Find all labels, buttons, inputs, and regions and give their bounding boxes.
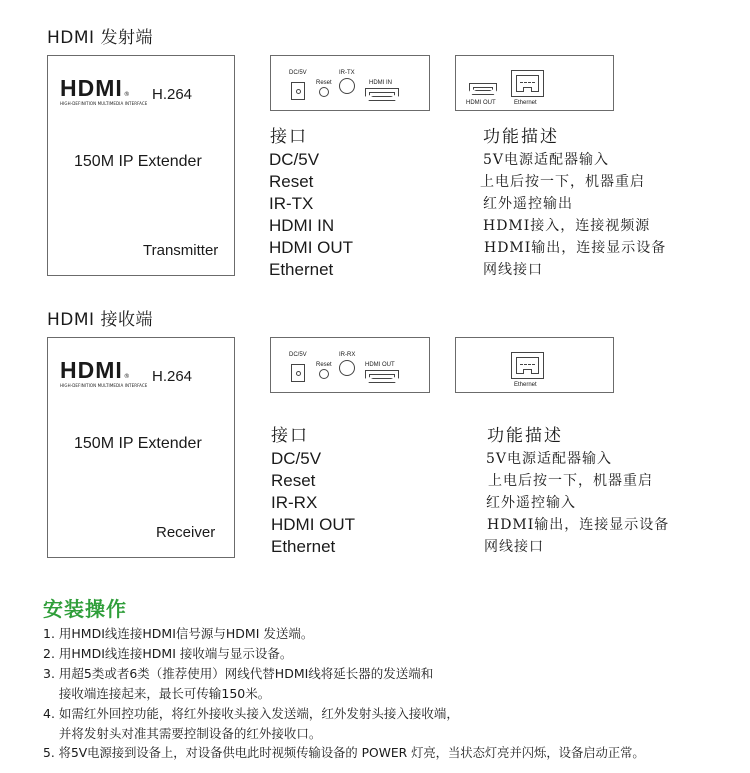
installation-step: 并将发射头对准其需要控制设备的红外接收口。 [43, 726, 322, 741]
device-role-label: Transmitter [143, 242, 219, 259]
model-name: 150M IP Extender [74, 153, 202, 170]
function-column-header: 功能描述 [483, 127, 559, 147]
installation-step: 2. 用HMDI线连接HDMI 接收端与显示设备。 [43, 646, 293, 661]
interface-name: DC/5V [269, 150, 320, 169]
hdmi-port-label: HDMI IN [369, 80, 392, 86]
registered-mark: ® [123, 373, 130, 380]
interface-description: HDMI输出，连接显示设备 [484, 240, 667, 256]
ir-port-label: IR-RX [339, 352, 356, 358]
transmitter-rear-panel-right [455, 55, 614, 111]
reset-button [319, 369, 329, 379]
codec-label: H.264 [152, 86, 193, 103]
receiver-rear-panel-right [455, 337, 614, 393]
interface-name: HDMI OUT [269, 238, 354, 257]
dc-port-label: DC/5V [289, 352, 307, 358]
dc-port-label: DC/5V [289, 70, 307, 76]
interface-description: 网线接口 [484, 539, 544, 555]
reset-button [319, 87, 329, 97]
interface-description: HDMI接入，连接视频源 [483, 218, 651, 234]
installation-step: 4. 如需红外回控功能，将红外接收头接入发送端，红外发射头接入接收端， [43, 706, 459, 721]
transmitter-rear-panel-left [270, 55, 430, 111]
hdmi-logo-tagline: HIGH-DEFINITION MULTIMEDIA INTERFACE [60, 383, 148, 388]
installation-step: 5. 将5V电源接到设备上，对设备供电此时视频传输设备的 POWER 灯亮，当状态灯亮并闪烁，设备启动正常。 [43, 746, 645, 760]
interface-name: Ethernet [271, 537, 336, 556]
codec-label: H.264 [152, 368, 193, 385]
dc-power-jack [291, 82, 305, 100]
interface-name: IR-TX [269, 194, 314, 213]
device-role-label: Receiver [156, 524, 216, 541]
hdmi-in-port [365, 88, 399, 101]
interface-description: 红外遥控输出 [483, 196, 573, 212]
hdmi-logo [60, 357, 193, 388]
interface-description: 5V电源适配器输入 [483, 152, 610, 168]
dc-power-jack [291, 364, 305, 382]
installation-title: 安装操作 [43, 597, 127, 621]
reset-label: Reset [316, 362, 332, 368]
installation-step: 1. 用HMDI线连接HDMI信号源与HDMI 发送端。 [43, 626, 314, 641]
hdmi-out-label: HDMI OUT [466, 100, 496, 106]
ir-port-label: IR-TX [339, 70, 355, 76]
ir-jack [339, 360, 355, 376]
ethernet-label: Ethernet [514, 382, 537, 388]
transmitter-section-title: HDMI 发射端 [47, 28, 153, 48]
interface-description: 5V电源适配器输入 [486, 451, 613, 467]
installation-step: 接收端连接起来，最长可传输150米。 [43, 686, 271, 701]
registered-mark: ® [123, 91, 130, 98]
interface-name: Reset [269, 172, 314, 191]
receiver-section-title: HDMI 接收端 [47, 310, 153, 330]
function-column-header: 功能描述 [487, 426, 563, 446]
interface-description: HDMI输出，连接显示设备 [487, 517, 670, 533]
hdmi-logo-word: HDMI [60, 75, 123, 101]
hdmi-out-port [365, 370, 399, 383]
interface-column-header: 接口 [271, 426, 309, 446]
model-name: 150M IP Extender [74, 435, 202, 452]
interface-description: 网线接口 [483, 262, 543, 278]
ir-jack [339, 78, 355, 94]
interface-name: Ethernet [269, 260, 334, 279]
interface-description: 红外遥控输入 [486, 495, 576, 511]
hdmi-logo [60, 75, 193, 106]
hdmi-logo-tagline: HIGH-DEFINITION MULTIMEDIA INTERFACE [60, 101, 148, 106]
interface-name: HDMI OUT [271, 515, 356, 534]
ethernet-port [511, 70, 544, 97]
ethernet-port [511, 352, 544, 379]
installation-step: 3. 用超5类或者6类（推荐使用）网线代替HDMI线将延长器的发送端和 [43, 666, 434, 681]
hdmi-out-port [469, 83, 497, 95]
hdmi-logo-word: HDMI [60, 357, 123, 383]
interface-name: DC/5V [271, 449, 322, 468]
transmitter-front-view [47, 55, 235, 276]
interface-name: IR-RX [271, 493, 318, 512]
interface-name: Reset [271, 471, 316, 490]
reset-label: Reset [316, 80, 332, 86]
interface-description: 上电后按一下，机器重启 [480, 174, 645, 190]
interface-name: HDMI IN [269, 216, 335, 235]
ethernet-label: Ethernet [514, 100, 537, 106]
receiver-rear-panel-left [270, 337, 430, 393]
interface-description: 上电后按一下，机器重启 [488, 473, 653, 489]
hdmi-port-label: HDMI OUT [365, 362, 395, 368]
interface-column-header: 接口 [270, 127, 308, 147]
receiver-front-view [47, 337, 235, 558]
